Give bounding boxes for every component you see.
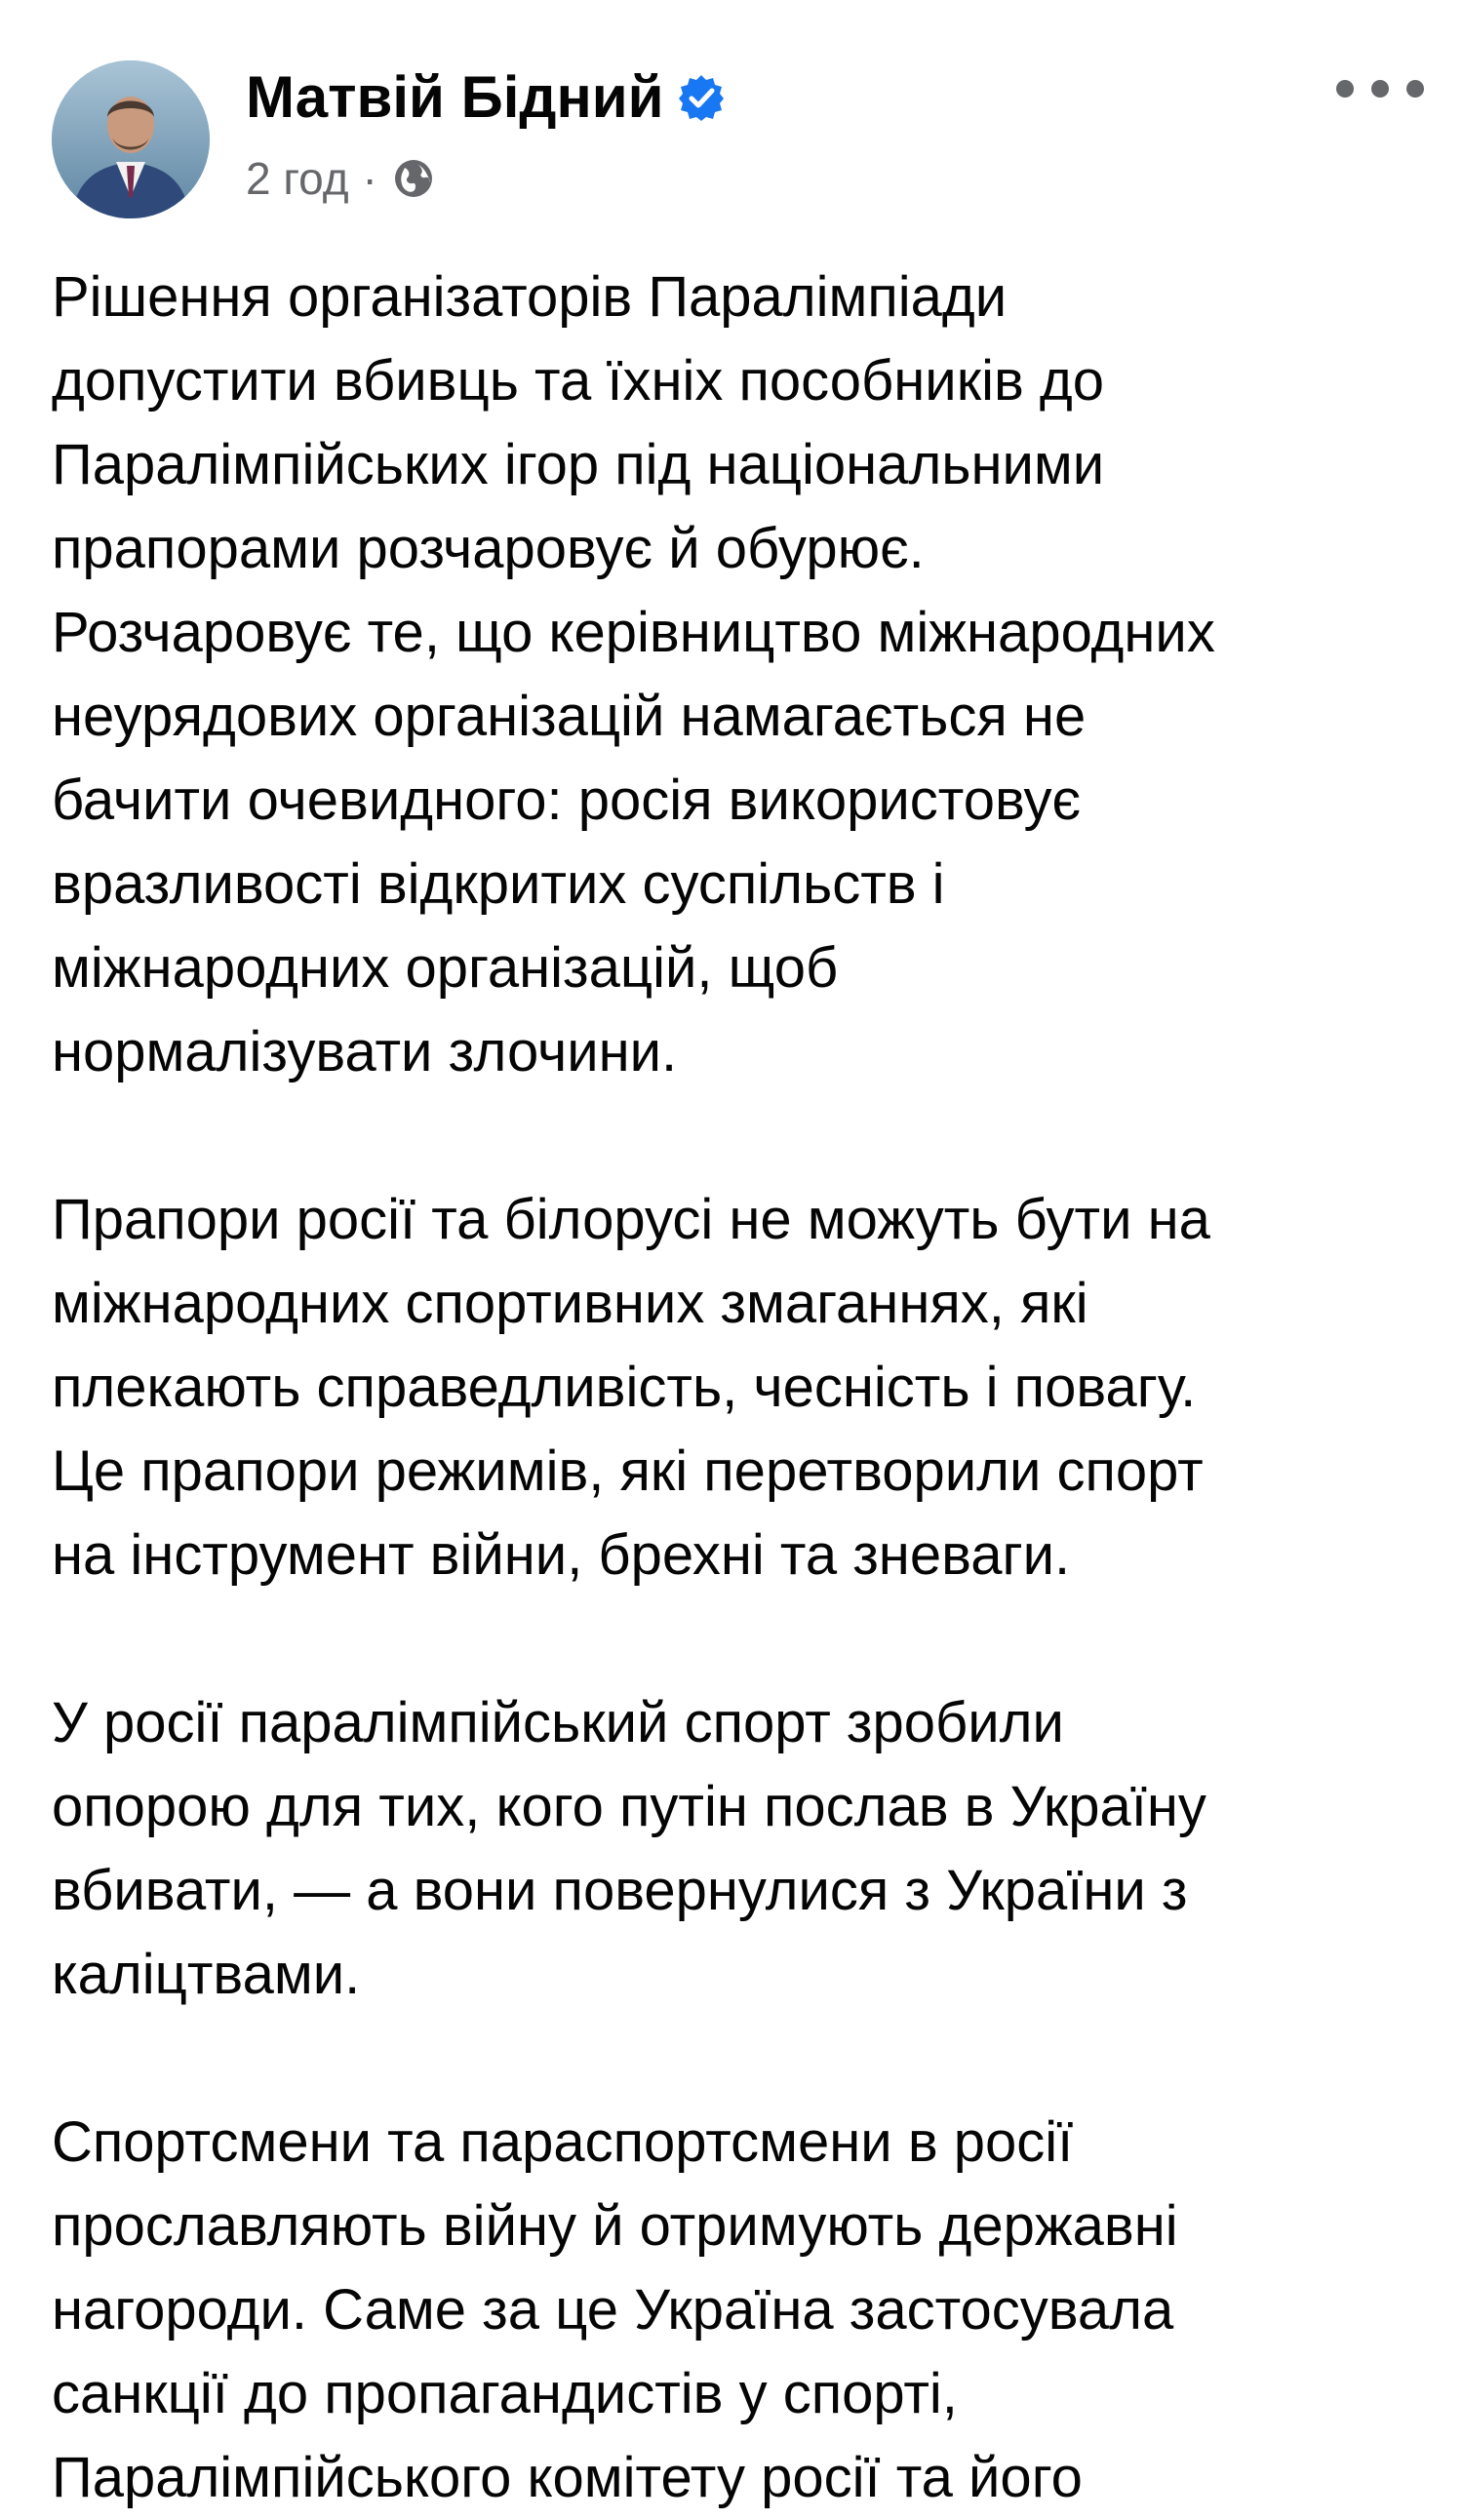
post-text-line: Спортсмени та параспортсмени в росії	[52, 2110, 1074, 2174]
meta-separator: ·	[362, 153, 377, 204]
post-paragraph-3	[52, 1681, 1437, 2017]
post-text-line: Прапори росії та білорусі не можуть бути на	[52, 1188, 1210, 1251]
post-text-line: міжнародних організацій, щоб	[52, 936, 839, 1000]
avatar-photo	[52, 60, 210, 218]
post-text-line: допустити вбивць та їхніх пособників до	[52, 349, 1104, 413]
post-text-line: Це прапори режимів, які перетворили спорт	[52, 1439, 1204, 1503]
post-body	[52, 256, 1437, 2520]
post-text-line: Рішення організаторів Паралімпіади	[52, 265, 1008, 329]
post-text-line: бачити очевидного: росія використовує	[52, 768, 1082, 832]
post-text-line: нормалізувати злочини.	[52, 1020, 678, 1083]
post-paragraph-1	[52, 256, 1437, 1094]
post-text-line: неурядових організацій намагається не	[52, 685, 1087, 748]
globe-icon[interactable]	[391, 156, 436, 201]
post-text-line: нагороди. Саме за це Україна застосувала	[52, 2278, 1174, 2342]
post-text-line: Паралімпійського комітету росії та його	[52, 2446, 1083, 2509]
verified-badge-icon	[677, 73, 726, 122]
post-paragraph-4	[52, 2101, 1437, 2520]
more-options-icon-dot	[1406, 80, 1424, 98]
post-timestamp[interactable]: 2 год	[246, 153, 349, 204]
post-text-line: плекають справедливість, чесність і повагу.	[52, 1356, 1197, 1419]
post-text-line: У росії паралімпійський спорт зробили	[52, 1691, 1064, 1754]
post-text-line: каліцтвами.	[52, 1943, 361, 2006]
more-options-button[interactable]	[1336, 64, 1424, 113]
author-name[interactable]: Матвій Бідний	[246, 64, 664, 130]
post-text-line: вразливості відкритих суспільств і	[52, 852, 945, 916]
post-text-line: опорою для тих, кого путін послав в Україну	[52, 1775, 1206, 1838]
post-text-line: міжнародних спортивних змаганнях, які	[52, 1272, 1088, 1335]
post-paragraph-2	[52, 1178, 1437, 1597]
post-text-line: вбивати, — а вони повернулися з України з	[52, 1859, 1188, 1922]
post-text-line: на інструмент війни, брехні та зневаги.	[52, 1523, 1071, 1587]
post-text-line: Розчаровує те, що керівництво міжнародних	[52, 601, 1215, 664]
author-name-row[interactable]	[246, 60, 726, 135]
more-options-icon	[1336, 80, 1354, 98]
post-meta	[246, 149, 436, 208]
post-text-line: санкції до пропагандистів у спорті,	[52, 2362, 958, 2425]
post-text-line: прославляють війну й отримують державні	[52, 2194, 1178, 2258]
author-avatar[interactable]	[52, 60, 210, 218]
post-text-line: Паралімпійських ігор під національними	[52, 433, 1105, 496]
post-text-line: прапорами розчаровує й обурює.	[52, 517, 925, 580]
more-options-icon-dot	[1371, 80, 1389, 98]
